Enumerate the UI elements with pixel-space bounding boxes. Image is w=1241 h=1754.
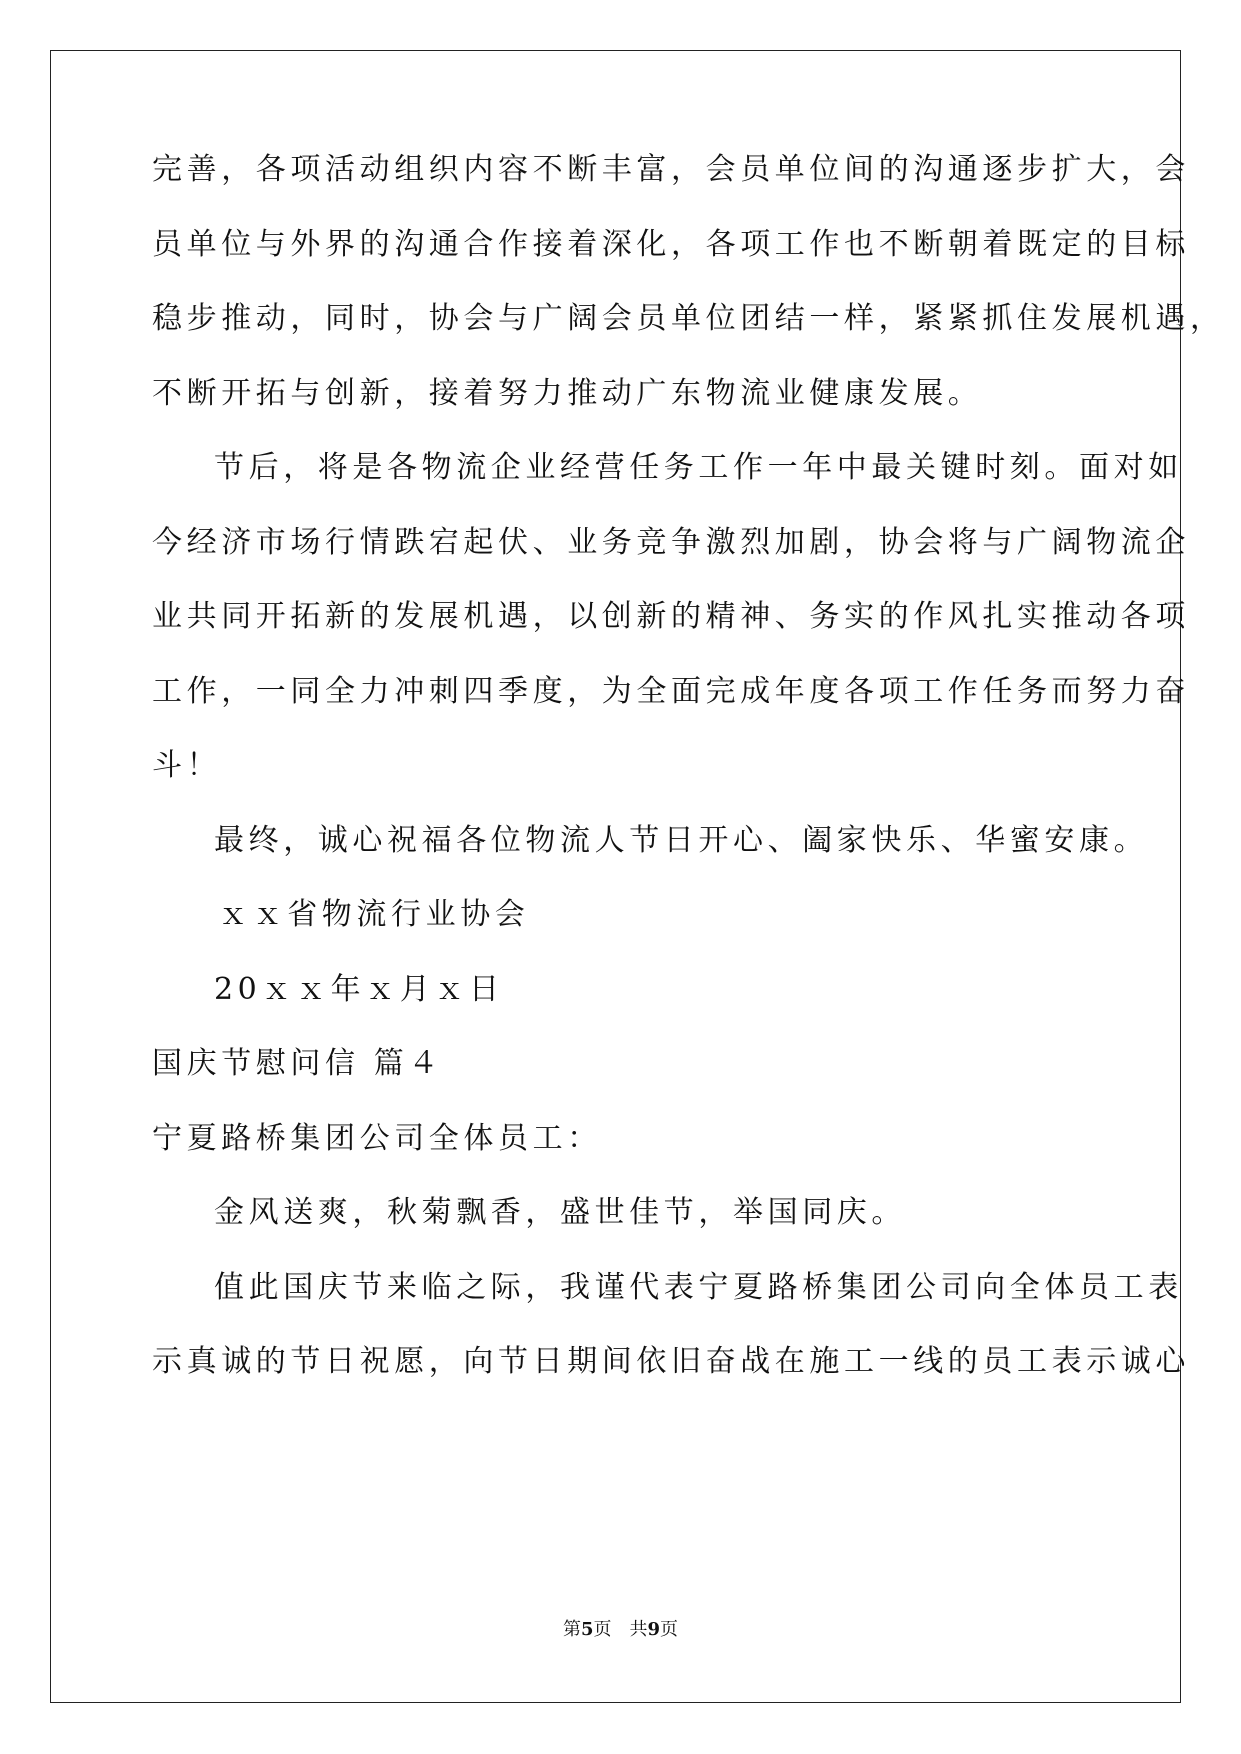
total-page-number: 9 bbox=[647, 1619, 661, 1640]
body-line: 示真诚的节日祝愿，向节日期间依旧奋战在施工一线的员工表示诚心 bbox=[152, 1344, 1190, 1379]
closing-greeting: 最终，诚心祝福各位物流人节日开心、阖家快乐、华蜜安康。 bbox=[214, 823, 1149, 858]
signature-date: 20ｘｘ年ｘ月ｘ日 bbox=[214, 972, 504, 1007]
page-footer bbox=[0, 1618, 1241, 1642]
body-line: 不断开拓与创新，接着努力推动广东物流业健康发展。 bbox=[152, 376, 983, 411]
body-line: 工作，一同全力冲刺四季度，为全面完成年度各项工作任务而努力奋 bbox=[152, 674, 1190, 709]
paragraph-first-line: 金风送爽，秋菊飘香，盛世佳节，举国同庆。 bbox=[214, 1195, 906, 1230]
body-line: 业共同开拓新的发展机遇，以创新的精神、务实的作风扎实推动各项 bbox=[152, 599, 1190, 634]
footer-mid: 页 共 bbox=[593, 1619, 648, 1640]
paragraph-first-line: 值此国庆节来临之际，我谨代表宁夏路桥集团公司向全体员工表 bbox=[214, 1270, 1183, 1305]
current-page-number: 5 bbox=[580, 1619, 594, 1640]
body-line: 斗！ bbox=[152, 748, 222, 783]
body-line: 今经济市场行情跌宕起伏、业务竞争激烈加剧，协会将与广阔物流企 bbox=[152, 525, 1190, 560]
footer-suffix: 页 bbox=[660, 1619, 679, 1640]
letter-salutation: 宁夏路桥集团公司全体员工： bbox=[152, 1121, 602, 1156]
body-line: 完善，各项活动组织内容不断丰富，会员单位间的沟通逐步扩大，会 bbox=[152, 152, 1190, 187]
body-line: 员单位与外界的沟通合作接着深化，各项工作也不断朝着既定的目标 bbox=[152, 227, 1190, 262]
footer-prefix: 第 bbox=[562, 1619, 581, 1640]
paragraph-first-line: 节后，将是各物流企业经营任务工作一年中最关键时刻。面对如 bbox=[214, 450, 1183, 485]
body-line: 稳步推动，同时，协会与广阔会员单位团结一样，紧紧抓住发展机遇， bbox=[152, 301, 1225, 336]
section-heading: 国庆节慰问信 篇４ bbox=[152, 1046, 443, 1081]
page-frame bbox=[50, 50, 1181, 1703]
signature-organization: ｘｘ省物流行业协会 bbox=[218, 897, 530, 932]
